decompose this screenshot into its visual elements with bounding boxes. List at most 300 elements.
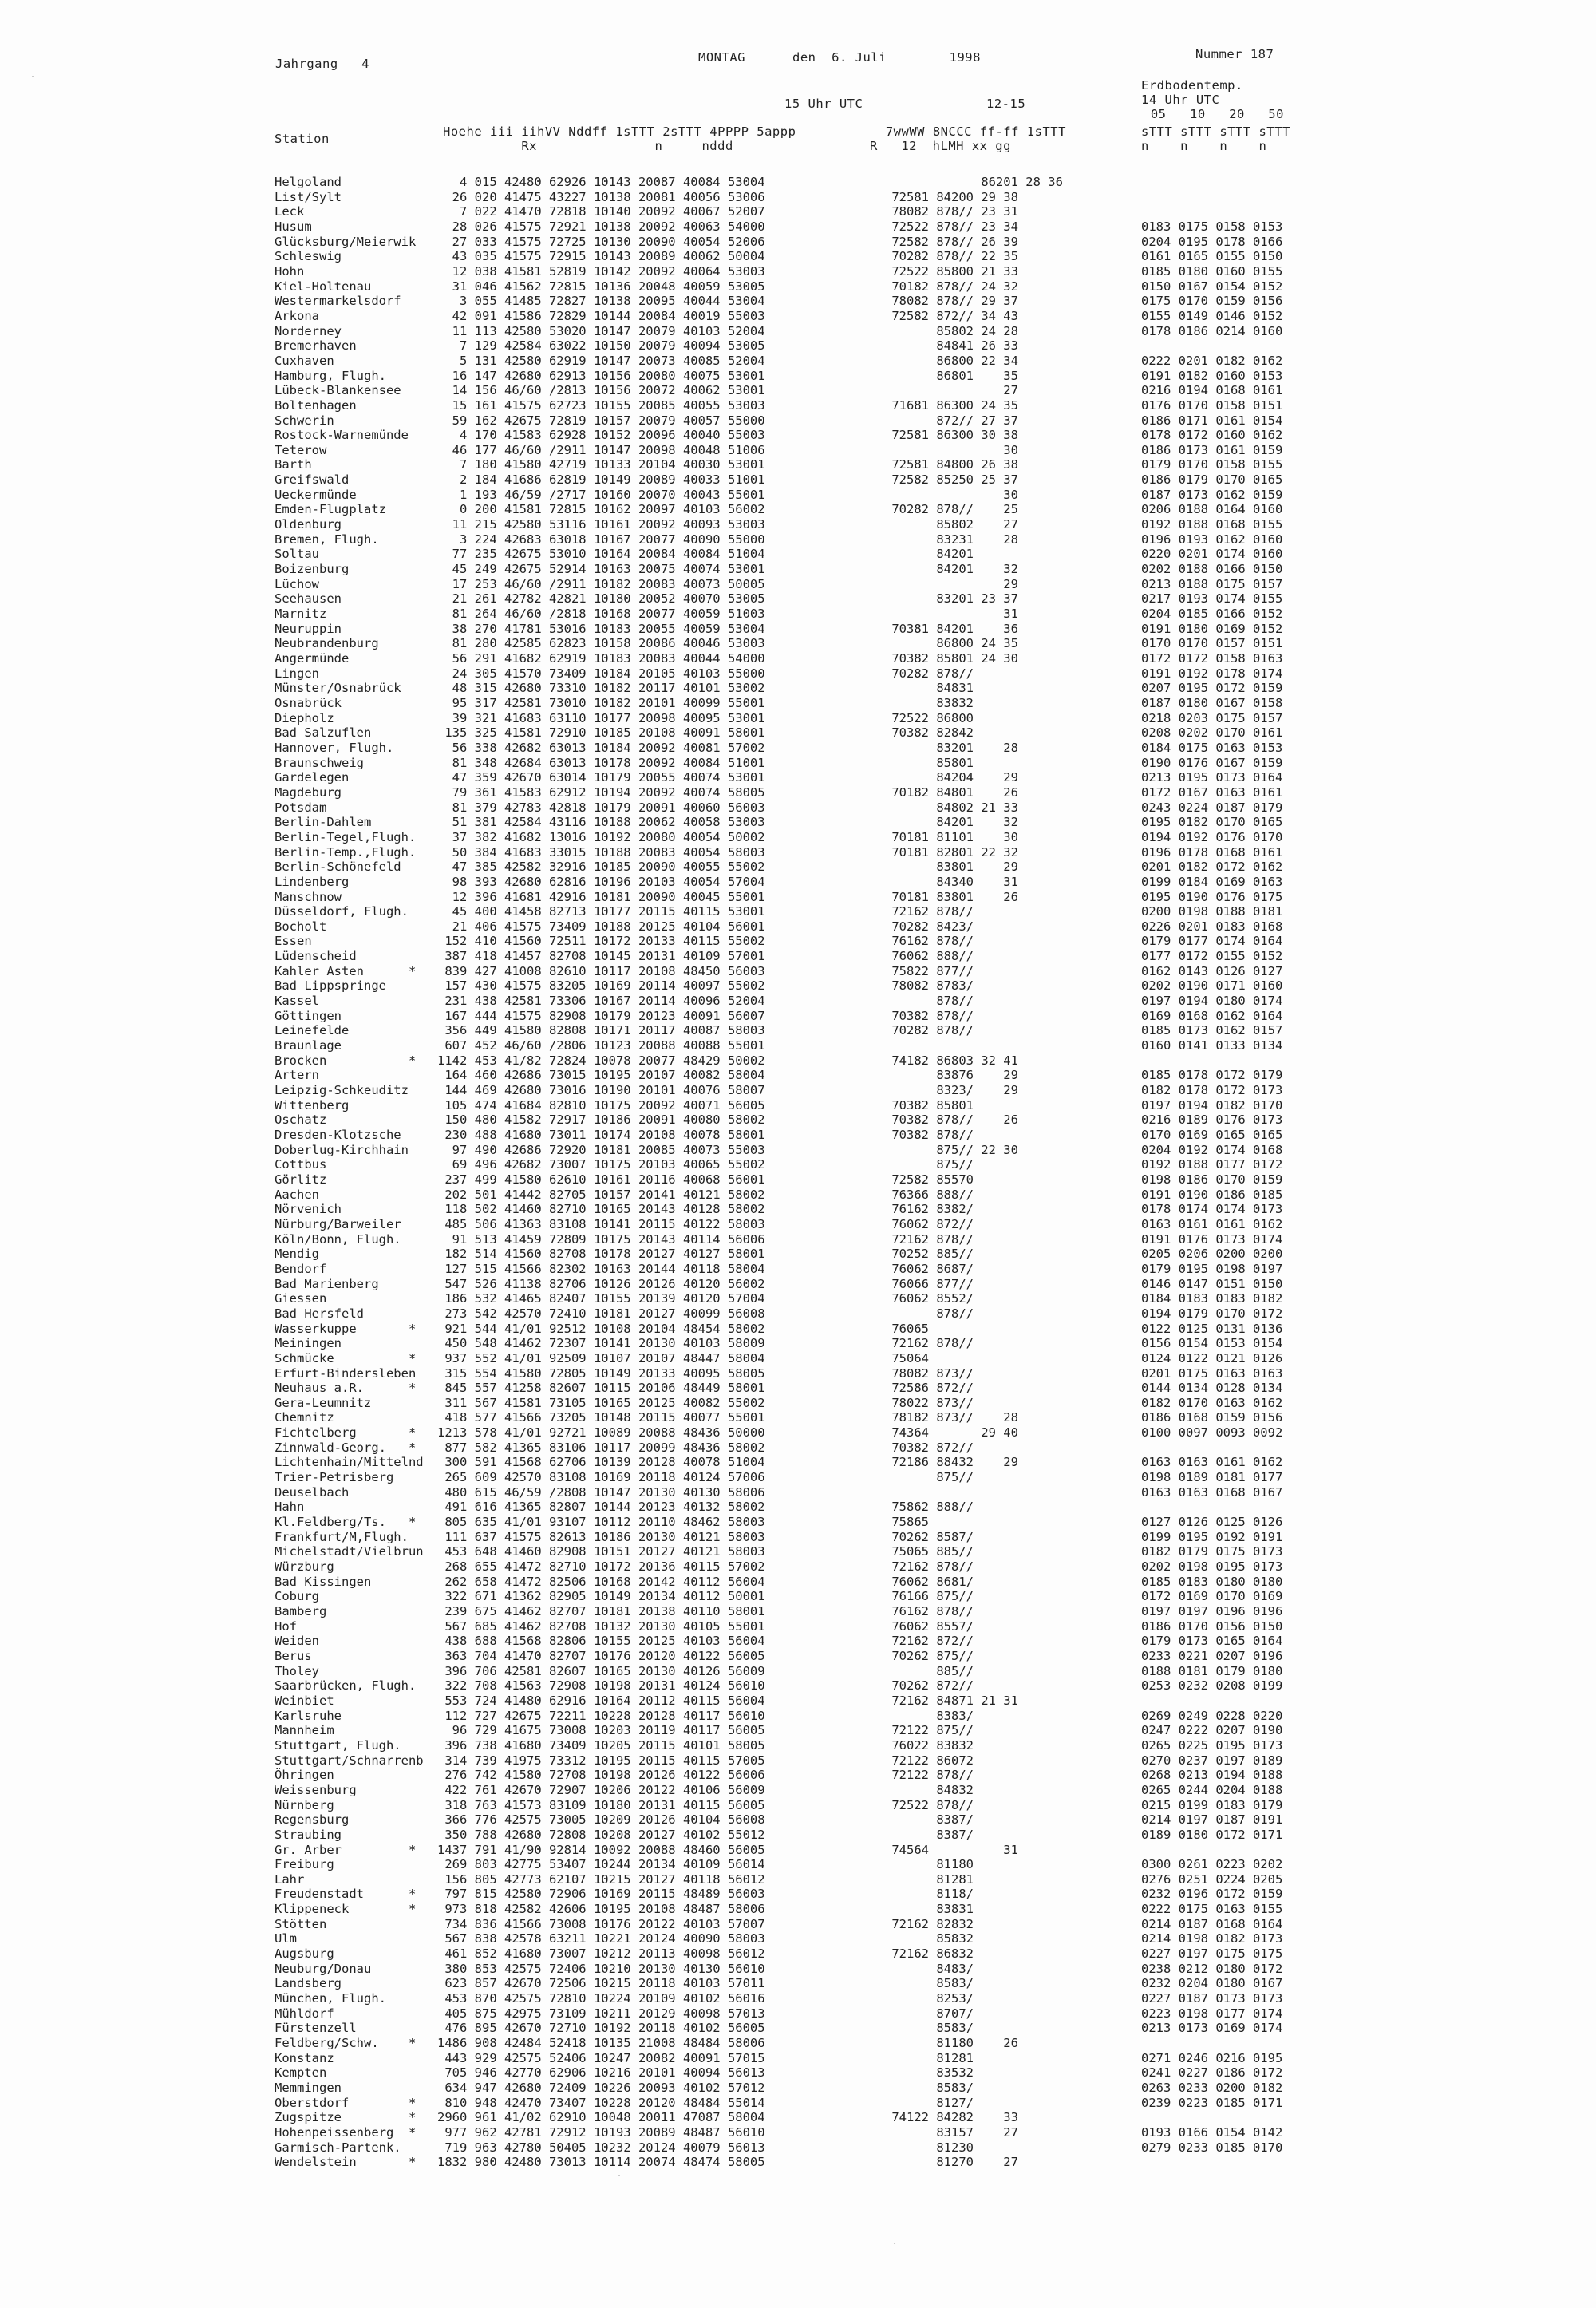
precip-weather-row: 81281 xyxy=(884,2050,974,2065)
station-name: Gardelegen xyxy=(275,770,350,785)
observation-row: 363 704 41470 82707 10176 20120 40122 56005 xyxy=(437,1648,765,1663)
station-name: Kassel xyxy=(275,994,319,1009)
station-name: Weiden xyxy=(275,1634,319,1649)
observation-row: 21 261 42782 42821 10180 20052 40070 53005 xyxy=(437,591,765,607)
soil-temp-row xyxy=(1141,175,1282,190)
observation-row: 237 499 41580 62610 10161 20116 40068 56001 xyxy=(437,1172,765,1187)
time-12-15: 12-15 xyxy=(986,97,1026,111)
observation-row: 2 184 41686 62819 10149 20089 40033 51001 xyxy=(437,472,765,488)
precip-weather-row: 70382 878// 26 xyxy=(884,1113,1018,1128)
precip-weather-row: 86800 22 34 xyxy=(884,353,1018,368)
observation-column xyxy=(437,175,765,2170)
station-name: Schmücke * xyxy=(275,1350,417,1365)
observation-row: 553 724 41480 62916 10164 20112 40115 56004 xyxy=(437,1693,765,1708)
station-name: Soltau xyxy=(275,547,319,562)
soil-temp-row: 0185 0173 0162 0157 xyxy=(1141,1023,1283,1038)
station-name: Kempten xyxy=(275,2065,327,2081)
precip-weather-row: 70262 8587/ xyxy=(884,1529,974,1544)
precip-weather-row: 84340 31 xyxy=(884,874,1018,889)
observation-row: 839 427 41008 82610 10117 20108 48450 56003 xyxy=(437,963,765,978)
precip-weather-row: 83832 xyxy=(884,695,974,710)
precip-weather-row: 76162 878// xyxy=(884,1604,974,1618)
observation-row: 79 361 41583 62912 10194 20092 40074 58005 xyxy=(437,784,765,800)
station-name: Lüdenscheid xyxy=(275,949,357,964)
observation-row: 21 406 41575 73409 10188 20125 40104 56001 xyxy=(437,919,765,934)
station-name: Bad Lippspringe xyxy=(275,978,386,994)
station-name: Landsberg xyxy=(275,1976,342,1991)
station-name: Lahr xyxy=(275,1871,305,1887)
observation-row: 69 496 42682 73007 10175 20103 40065 55002 xyxy=(437,1157,765,1172)
precip-weather-row: 72162 878// xyxy=(884,904,974,919)
soil-temp-row: 0124 0122 0121 0126 xyxy=(1141,1350,1283,1365)
soil-temp-row: 0202 0188 0166 0150 xyxy=(1141,562,1283,577)
soil-temp-row: 0184 0183 0183 0182 xyxy=(1141,1291,1283,1306)
col-r12-header-2: R 12 hLMH xx gg xyxy=(870,139,1011,153)
observation-row: 127 515 41566 82302 10163 20144 40118 58004 xyxy=(437,1261,765,1276)
precip-weather-row: 8583/ xyxy=(884,2021,974,2036)
observation-row: 11 113 42580 53020 10147 20079 40103 52004 xyxy=(437,323,765,338)
soil-temp-row: 0172 0172 0158 0163 xyxy=(1141,651,1283,666)
precip-weather-row: 70382 878// xyxy=(884,1128,974,1142)
observation-row: 91 513 41459 72809 10175 20143 40114 56006 xyxy=(437,1231,765,1247)
station-name: Mendig xyxy=(275,1247,319,1262)
observation-row: 157 430 41575 83205 10169 20114 40097 55002 xyxy=(437,978,765,994)
soil-temp-row: 0146 0147 0151 0150 xyxy=(1141,1276,1283,1291)
observation-row: 300 591 41568 62706 10139 20128 40078 51004 xyxy=(437,1455,765,1470)
precip-weather-row: 85802 27 xyxy=(884,517,1018,532)
precip-weather-row: 27 xyxy=(884,383,1018,398)
observation-row: 77 235 42675 53010 10164 20084 40084 51004 xyxy=(437,547,765,562)
station-name: List/Sylt xyxy=(275,189,342,204)
station-name: Leinefelde xyxy=(275,1023,350,1038)
soil-temp-row xyxy=(1141,190,1282,205)
station-name: Lingen xyxy=(275,666,319,681)
station-name: Göttingen xyxy=(275,1008,342,1023)
station-name: Lichtenhain/Mittelnd xyxy=(275,1455,424,1470)
station-name: Würzburg xyxy=(275,1559,334,1575)
station-name: Glücksburg/Meierwik xyxy=(275,234,417,249)
soil-temp-row: 0201 0182 0172 0162 xyxy=(1141,860,1283,875)
observation-row: 315 554 41580 72805 10149 20133 40095 58005 xyxy=(437,1365,765,1381)
precip-weather-row: 72586 872// xyxy=(884,1381,974,1396)
station-name: Bendorf xyxy=(275,1261,327,1276)
observation-row: 567 838 42578 63211 10221 20124 40090 58003 xyxy=(437,1931,765,1946)
station-name: Chemnitz xyxy=(275,1410,334,1425)
soil-temp-row: 0265 0244 0204 0188 xyxy=(1141,1782,1283,1797)
precip-weather-row: 71681 86300 24 35 xyxy=(884,397,1018,413)
soil-temp-row: 0205 0206 0200 0200 xyxy=(1141,1247,1283,1262)
soil-temp-row: 0175 0170 0159 0156 xyxy=(1141,294,1283,309)
station-name: Boltenhagen xyxy=(275,397,357,413)
observation-row: 719 963 42780 50405 10232 20124 40079 56013 xyxy=(437,2140,765,2155)
observation-row: 17 253 46/60 /2911 10182 20083 40073 50005 xyxy=(437,576,765,591)
soil-temp-row: 0172 0169 0170 0169 xyxy=(1141,1589,1283,1604)
station-name: Nürnberg xyxy=(275,1797,334,1812)
station-name: Berus xyxy=(275,1648,312,1663)
precip-weather-row: 70382 872// xyxy=(884,1440,974,1455)
precip-weather-row: 72522 878// 23 34 xyxy=(884,219,1018,234)
observation-row: 1437 791 41/90 92814 10092 20088 48460 56005 xyxy=(437,1842,765,1857)
station-name: Memmingen xyxy=(275,2081,342,2095)
station-name: Husum xyxy=(275,219,312,234)
soil-temp-row: 0214 0187 0168 0164 xyxy=(1141,1916,1283,1931)
precip-weather-row: 76062 8557/ xyxy=(884,1618,974,1634)
station-name: Hohn xyxy=(275,263,305,279)
soil-temp-row: 0191 0192 0178 0174 xyxy=(1141,666,1283,681)
observation-row: 7 129 42584 63022 10150 20079 40094 53005 xyxy=(437,338,765,354)
observation-row: 112 727 42675 72211 10228 20128 40117 56010 xyxy=(437,1708,765,1723)
observation-row: 96 729 41675 73008 10203 20119 40117 56005 xyxy=(437,1723,765,1738)
precip-weather-row: 83532 xyxy=(884,2065,974,2081)
station-name: Boizenburg xyxy=(275,562,350,577)
observation-row: 56 338 42682 63013 10184 20092 40081 57002 xyxy=(437,740,765,755)
precip-weather-row: 70382 85801 xyxy=(884,1097,974,1113)
precip-weather-row: 8323/ 29 xyxy=(884,1083,1018,1098)
soil-temp-row: 0189 0180 0172 0171 xyxy=(1141,1827,1283,1842)
soil-temp-row: 0241 0227 0186 0172 xyxy=(1141,2065,1283,2081)
observation-row: 438 688 41568 82806 10155 20125 40103 56004 xyxy=(437,1634,765,1649)
station-name: Feldberg/Schw. * xyxy=(275,2036,417,2051)
soil-temp-row: 0196 0178 0168 0161 xyxy=(1141,844,1283,860)
observation-row: 387 418 41457 82708 10145 20131 40109 57001 xyxy=(437,949,765,964)
observation-row: 453 648 41460 82908 10151 20127 40121 58003 xyxy=(437,1544,765,1559)
station-name: Weinbiet xyxy=(275,1693,334,1708)
observation-row: 98 393 42680 62816 10196 20103 40054 57004 xyxy=(437,874,765,889)
soil-temp-row xyxy=(1141,1843,1282,1858)
soil-temp-row: 0184 0175 0163 0153 xyxy=(1141,740,1283,755)
precip-weather-row: 75862 888// xyxy=(884,1500,974,1515)
precip-weather-row: 72162 872// xyxy=(884,1634,974,1649)
precip-weather-row: 81281 xyxy=(884,1871,974,1887)
observation-row: 97 490 42686 72920 10181 20085 40073 55003 xyxy=(437,1142,765,1157)
observation-row: 42 091 41586 72829 10144 20084 40019 55003 xyxy=(437,308,765,323)
precip-weather-row: 70382 878// xyxy=(884,1008,974,1023)
station-name: Neuruppin xyxy=(275,621,342,636)
observation-row: 56 291 41682 62919 10183 20083 40044 54000 xyxy=(437,651,765,666)
precip-weather-row: 8383/ xyxy=(884,1708,974,1723)
observation-row: 150 480 41582 72917 10186 20091 40080 58002 xyxy=(437,1113,765,1128)
soil-temp-row: 0192 0188 0168 0155 xyxy=(1141,517,1283,532)
precip-weather-row: 70282 878// xyxy=(884,666,974,681)
observation-row: 81 280 42585 62823 10158 20086 40046 53003 xyxy=(437,636,765,651)
soil-temp-row: 0163 0163 0168 0167 xyxy=(1141,1484,1283,1500)
station-name: Norderney xyxy=(275,323,342,338)
precip-weather-row: 70181 82801 22 32 xyxy=(884,844,1018,860)
soil-temp-row: 0186 0168 0159 0156 xyxy=(1141,1410,1283,1425)
station-name: Bamberg xyxy=(275,1604,327,1618)
station-name: Straubing xyxy=(275,1827,342,1842)
precip-weather-row: 72162 878// xyxy=(884,1231,974,1247)
soil-temp-row: 0199 0184 0169 0163 xyxy=(1141,874,1283,889)
precip-weather-row: 875// xyxy=(884,1470,974,1485)
precip-weather-row: 29 xyxy=(884,576,1018,591)
precip-weather-row: 75065 885// xyxy=(884,1544,974,1559)
station-name: Nürburg/Barweiler xyxy=(275,1216,401,1231)
precip-weather-row: 72582 85570 xyxy=(884,1172,974,1187)
observation-row: 845 557 41258 82607 10115 20106 48449 58001 xyxy=(437,1381,765,1396)
col-main-header-2: Rx n nddd xyxy=(443,139,733,153)
soil-temp-row: 0195 0182 0170 0165 xyxy=(1141,815,1283,830)
station-column xyxy=(275,175,424,2170)
soil-temp-row: 0271 0246 0216 0195 xyxy=(1141,2050,1283,2065)
precip-weather-row: 8583/ xyxy=(884,2081,974,2095)
station-name: Berlin-Tegel,Flugh. xyxy=(275,829,417,844)
station-name: Osnabrück xyxy=(275,695,342,710)
observation-row: 322 671 41362 82905 10149 20134 40112 50001 xyxy=(437,1589,765,1604)
station-name: Hahn xyxy=(275,1500,305,1515)
station-name: Lindenberg xyxy=(275,874,350,889)
station-name: Bremerhaven xyxy=(275,338,357,354)
observation-row: 405 875 42975 73109 10211 20129 40098 57013 xyxy=(437,2006,765,2021)
station-name: Karlsruhe xyxy=(275,1708,342,1723)
precip-weather-row: 885// xyxy=(884,1663,974,1678)
precip-weather-row: 70262 872// xyxy=(884,1678,974,1693)
observation-row: 118 502 41460 82710 10165 20143 40128 58002 xyxy=(437,1202,765,1217)
precip-weather-row: 76022 83832 xyxy=(884,1737,974,1753)
soil-temp-row: 0163 0161 0161 0162 xyxy=(1141,1216,1283,1231)
observation-row: 48 315 42680 73310 10182 20117 40101 53002 xyxy=(437,681,765,696)
precip-weather-row: 86801 35 xyxy=(884,368,1018,383)
station-name: Dresden-Klotzsche xyxy=(275,1128,401,1142)
observation-row: 2960 961 41/02 62910 10048 20011 47087 58004 xyxy=(437,2110,765,2125)
precip-weather-row: 72582 878// 26 39 xyxy=(884,234,1018,249)
precip-weather-row: 76166 875// xyxy=(884,1589,974,1604)
observation-row: 810 948 42470 73407 10228 20120 48484 55014 xyxy=(437,2095,765,2110)
station-name: Zinnwald-Georg. * xyxy=(275,1440,417,1455)
soil-temp-row: 0190 0176 0167 0159 xyxy=(1141,755,1283,770)
observation-row: 28 026 41575 72921 10138 20092 40063 54000 xyxy=(437,219,765,234)
precip-weather-row: 70282 878// xyxy=(884,1023,974,1038)
station-name: Schleswig xyxy=(275,249,342,264)
station-name: Bad Kissingen xyxy=(275,1574,372,1589)
station-name: Kiel-Holtenau xyxy=(275,279,372,294)
soil-temp-row: 0191 0182 0160 0153 xyxy=(1141,368,1283,383)
observation-row: 443 929 42575 52406 10247 20082 40091 57015 xyxy=(437,2050,765,2065)
observation-row: 12 038 41581 52819 10142 20092 40064 53003 xyxy=(437,263,765,279)
soil-temp-row: 0204 0195 0178 0166 xyxy=(1141,234,1283,249)
precip-weather-row: 81180 xyxy=(884,1857,974,1872)
observation-row: 937 552 41/01 92509 10107 20107 48447 58004 xyxy=(437,1350,765,1365)
station-name: Neubrandenburg xyxy=(275,636,379,651)
station-name: Leipzig-Schkeuditz xyxy=(275,1083,409,1098)
soil-temp-row: 0247 0222 0207 0190 xyxy=(1141,1723,1283,1738)
observation-row: 111 637 41575 82613 10186 20130 40121 58003 xyxy=(437,1529,765,1544)
observation-row: 105 474 41684 82810 10175 20092 40071 56005 xyxy=(437,1097,765,1113)
observation-row: 182 514 41560 82708 10178 20127 40127 58001 xyxy=(437,1247,765,1262)
precip-weather-row: 75822 877// xyxy=(884,963,974,978)
precip-weather-row: 83831 xyxy=(884,1902,974,1917)
station-name: Hof xyxy=(275,1618,297,1634)
observation-row: 1832 980 42480 73013 10114 20074 48474 58005 xyxy=(437,2155,765,2170)
soil-temp-row: 0182 0178 0172 0173 xyxy=(1141,1083,1283,1098)
precip-weather-row: 84802 21 33 xyxy=(884,800,1018,815)
station-name: Frankfurt/M,Flugh. xyxy=(275,1529,409,1544)
station-name: München, Flugh. xyxy=(275,1991,386,2006)
soil-temp-row: 0216 0189 0176 0173 xyxy=(1141,1113,1283,1128)
observation-row: 396 738 41680 73409 10205 20115 40101 58005 xyxy=(437,1737,765,1753)
soil-temp-row xyxy=(1141,1441,1282,1456)
soil-temp-row: 0122 0125 0131 0136 xyxy=(1141,1321,1283,1336)
precip-weather-row: 72522 85800 21 33 xyxy=(884,263,1018,279)
observation-row: 12 396 41681 42916 10181 20090 40045 55001 xyxy=(437,889,765,904)
station-name: Öhringen xyxy=(275,1768,334,1783)
date-line: MONTAG den 6. Juli 1998 xyxy=(698,50,981,65)
precip-weather-row: 875// 22 30 xyxy=(884,1142,1018,1157)
station-name: Stuttgart/Schnarrenb xyxy=(275,1753,424,1768)
precip-weather-row: 70262 875// xyxy=(884,1648,974,1663)
soil-temp-row: 0198 0189 0181 0177 xyxy=(1141,1470,1283,1485)
station-name: Ueckermünde xyxy=(275,487,357,502)
soil-temp-row: 0191 0190 0186 0185 xyxy=(1141,1187,1283,1202)
soil-temp-row: 0217 0193 0174 0155 xyxy=(1141,591,1283,607)
soil-temp-row: 0186 0170 0156 0150 xyxy=(1141,1618,1283,1634)
observation-row: 95 317 42581 73010 10182 20101 40099 55001 xyxy=(437,695,765,710)
station-name: Münster/Osnabrück xyxy=(275,681,401,696)
precip-weather-row: 878// xyxy=(884,994,974,1009)
col-erd-header-1: sTTT sTTT sTTT sTTT xyxy=(1141,124,1290,139)
observation-row: 0 200 41581 72815 10162 20097 40103 56002 xyxy=(437,502,765,517)
soil-temperature-column xyxy=(1141,175,1282,2155)
precip-weather-row: 85801 xyxy=(884,755,974,770)
precip-weather-row: 81270 27 xyxy=(884,2155,1018,2170)
soil-temp-row: 0160 0141 0133 0134 xyxy=(1141,1038,1283,1053)
soil-temp-row: 0178 0174 0174 0173 xyxy=(1141,1202,1283,1217)
observation-row: 43 035 41575 72915 10143 20089 40062 50004 xyxy=(437,249,765,264)
station-name: Deuselbach xyxy=(275,1484,350,1500)
observation-row: 15 161 41575 62723 10155 20085 40055 53003 xyxy=(437,397,765,413)
precip-weather-row: 8127/ xyxy=(884,2095,974,2110)
soil-temp-row: 0191 0180 0169 0152 xyxy=(1141,621,1283,636)
soil-temp-row: 0198 0186 0170 0159 xyxy=(1141,1172,1283,1187)
station-name: Arkona xyxy=(275,308,319,323)
soil-temp-row: 0194 0192 0176 0170 xyxy=(1141,829,1283,844)
precip-weather-row: 76065 xyxy=(884,1321,929,1336)
observation-row: 7 180 41580 42719 10133 20104 40030 53001 xyxy=(437,457,765,472)
observation-row: 164 460 42686 73015 10195 20107 40082 58004 xyxy=(437,1068,765,1083)
station-name: Seehausen xyxy=(275,591,342,607)
soil-temp-row: 0200 0198 0188 0181 xyxy=(1141,904,1283,919)
soil-temp-row: 0202 0198 0195 0173 xyxy=(1141,1559,1283,1575)
time-15-utc: 15 Uhr UTC xyxy=(784,97,863,111)
station-name: Bad Salzuflen xyxy=(275,725,372,741)
station-name: Braunschweig xyxy=(275,755,364,770)
soil-temp-row xyxy=(1141,2110,1282,2125)
soil-temp-row: 0188 0181 0179 0180 xyxy=(1141,1663,1283,1678)
soil-temp-row: 0270 0237 0197 0189 xyxy=(1141,1753,1283,1768)
precip-weather-row: 83201 23 37 xyxy=(884,591,1018,607)
station-name: Fürstenzell xyxy=(275,2021,357,2036)
soil-temp-row: 0213 0173 0169 0174 xyxy=(1141,2021,1283,2036)
soil-temp-row: 0239 0223 0185 0171 xyxy=(1141,2095,1283,2110)
col-r12-header-1: 7wwWW 8NCCC ff-ff 1sTTT xyxy=(878,124,1066,139)
observation-row: 705 946 42770 62906 10216 20101 40094 56013 xyxy=(437,2065,765,2081)
soil-temp-row: 0207 0195 0172 0159 xyxy=(1141,681,1283,696)
station-name: Fichtelberg * xyxy=(275,1425,417,1441)
observation-row: 31 046 41562 72815 10136 20048 40059 53005 xyxy=(437,279,765,294)
station-name: Bocholt xyxy=(275,919,327,934)
station-name: Helgoland xyxy=(275,175,342,189)
observation-row: 356 449 41580 82808 10171 20117 40087 58003 xyxy=(437,1023,765,1038)
station-name: Emden-Flugplatz xyxy=(275,502,386,517)
observation-row: 547 526 41138 82706 10126 20126 40120 56002 xyxy=(437,1276,765,1291)
observation-row: 39 321 41683 63110 10177 20098 40095 53001 xyxy=(437,710,765,725)
precip-weather-row: 78082 873// xyxy=(884,1365,974,1381)
soil-temp-row: 0197 0194 0180 0174 xyxy=(1141,994,1283,1009)
soil-temp-row: 0156 0154 0153 0154 xyxy=(1141,1336,1283,1351)
soil-temp-row: 0195 0190 0176 0175 xyxy=(1141,889,1283,904)
soil-temp-row: 0176 0170 0158 0151 xyxy=(1141,397,1283,413)
soil-temp-row: 0185 0183 0180 0180 xyxy=(1141,1574,1283,1589)
station-name: Konstanz xyxy=(275,2050,334,2065)
station-name: Kahler Asten * xyxy=(275,963,417,978)
station-name: Freudenstadt * xyxy=(275,1887,417,1902)
soil-temp-row: 0186 0179 0170 0165 xyxy=(1141,472,1283,488)
observation-row: 1486 908 42484 52418 10135 21008 48484 58006 xyxy=(437,2036,765,2051)
precip-weather-row: 85802 24 28 xyxy=(884,323,1018,338)
observation-row: 461 852 41680 73007 10212 20113 40098 56012 xyxy=(437,1946,765,1962)
soil-temp-row: 0187 0180 0167 0158 xyxy=(1141,695,1283,710)
observation-row: 51 381 42584 43116 10188 20062 40058 53003 xyxy=(437,815,765,830)
station-name: Gera-Leumnitz xyxy=(275,1395,372,1410)
erdboden-depths: 05 10 20 50 xyxy=(1143,107,1284,121)
soil-temp-row: 0300 0261 0223 0202 xyxy=(1141,1857,1283,1872)
station-name: Westermarkelsdorf xyxy=(275,294,401,309)
observation-row: 59 162 42675 72819 10157 20079 40057 55000 xyxy=(437,413,765,428)
precip-weather-row xyxy=(884,1485,1063,1500)
soil-temp-row: 0201 0175 0163 0163 xyxy=(1141,1365,1283,1381)
issue-number: Nummer 187 xyxy=(1195,47,1274,61)
soil-temp-row: 0227 0187 0173 0173 xyxy=(1141,1991,1283,2006)
precip-weather-row: 76062 8687/ xyxy=(884,1261,974,1276)
observation-row: 350 788 42680 72808 10208 20127 40102 55012 xyxy=(437,1827,765,1842)
precip-weather-row: 70382 85801 24 30 xyxy=(884,651,1018,666)
precip-weather-row: 70282 8423/ xyxy=(884,919,974,934)
observation-row: 3 224 42683 63018 10167 20077 40090 55000 xyxy=(437,532,765,547)
precip-weather-row: 84832 xyxy=(884,1782,974,1797)
observation-row: 239 675 41462 82707 10181 20138 40110 58001 xyxy=(437,1604,765,1618)
precip-weather-row: 70282 878// 22 35 xyxy=(884,249,1018,264)
station-name: Berlin-Dahlem xyxy=(275,815,372,830)
station-name: Angermünde xyxy=(275,651,350,666)
station-name: Essen xyxy=(275,934,312,949)
soil-temp-row: 0179 0177 0174 0164 xyxy=(1141,934,1283,949)
precip-weather-row: 878// xyxy=(884,1306,974,1321)
station-name: Garmisch-Partenk. xyxy=(275,2140,401,2155)
station-name: Weissenburg xyxy=(275,1782,357,1797)
observation-row: 877 582 41365 83106 10117 20099 48436 58002 xyxy=(437,1440,765,1455)
soil-temp-row: 0170 0170 0157 0151 xyxy=(1141,636,1283,651)
station-name: Hohenpeissenberg * xyxy=(275,2124,417,2140)
station-name: Manschnow xyxy=(275,889,342,904)
observation-row: 418 577 41566 73205 10148 20115 40077 55001 xyxy=(437,1410,765,1425)
col-erd-header-2: n n n n xyxy=(1141,139,1267,153)
observation-row: 47 359 42670 63014 10179 20055 40074 53001 xyxy=(437,770,765,785)
precip-weather-row: 76062 8681/ xyxy=(884,1574,974,1589)
precip-weather-row: 78082 8783/ xyxy=(884,978,974,994)
observation-row: 318 763 41573 83109 10180 20131 40115 56005 xyxy=(437,1797,765,1812)
station-name: Neuburg/Donau xyxy=(275,1961,372,1976)
precip-weather-row: 74364 29 40 xyxy=(884,1425,1018,1441)
observation-row: 3 055 41485 72827 10138 20095 40044 53004 xyxy=(437,294,765,309)
precip-weather-row: 8483/ xyxy=(884,1961,974,1976)
station-name: Schwerin xyxy=(275,413,334,428)
precip-weather-row: 30 xyxy=(884,487,1018,502)
precip-weather-row: 72581 84800 26 38 xyxy=(884,457,1018,472)
precip-weather-row: 70382 82842 xyxy=(884,725,974,741)
station-name: Oschatz xyxy=(275,1113,327,1128)
soil-temp-row: 0170 0169 0165 0165 xyxy=(1141,1128,1283,1142)
soil-temp-row: 0238 0212 0180 0172 xyxy=(1141,1961,1283,1976)
